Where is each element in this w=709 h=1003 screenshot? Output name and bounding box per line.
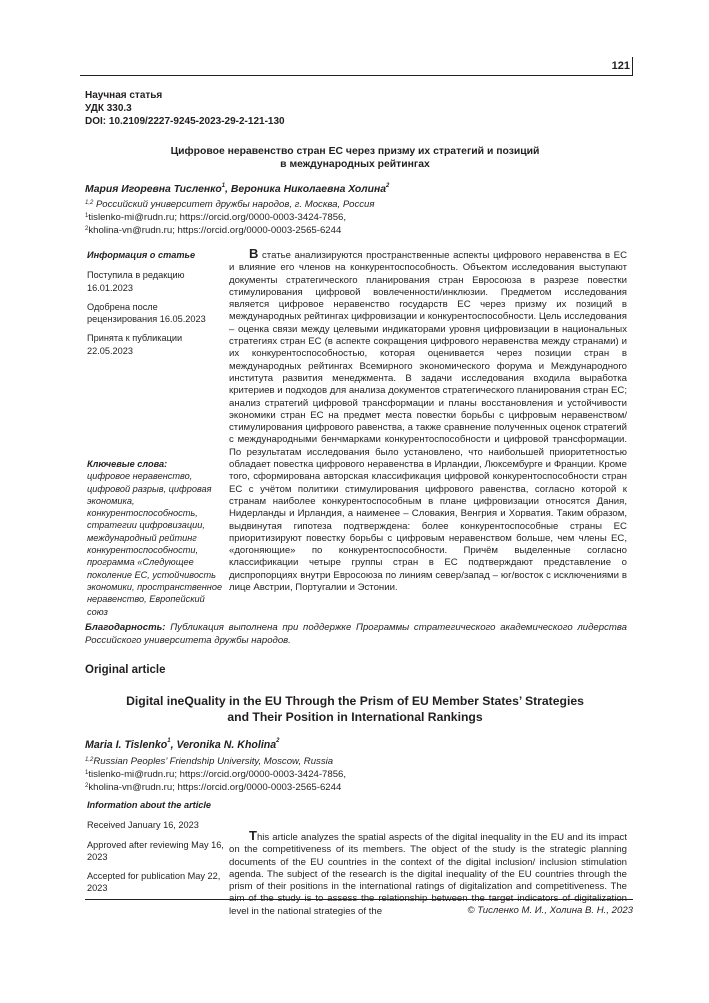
ack-heading: Благодарность: [85,622,166,633]
ru-article-info [87,249,227,364]
en-author-2: Veronika N. Kholina [176,739,277,751]
ru-contact-2-text[interactable]: kholina-vn@rudn.ru; https://orcid.org/0000-0003-2565-6244 [88,225,342,236]
article-meta [85,89,285,128]
en-contact-1-sup: 1 [85,770,89,776]
ru-approved-date: Одобрена после рецензирования 16.05.2023 [87,301,206,325]
ru-affiliation [85,198,375,211]
acknowledgement [85,621,627,647]
footer-rule [85,899,633,900]
header-rule [80,75,633,76]
ru-keywords [87,458,227,618]
ru-title-line-1: Цифровое неравенство стран ЕС через призму их стратегий и позиций [170,146,540,157]
udc-code: УДК 330.3 [85,103,132,114]
en-abstract-dropcap: T [249,828,257,843]
ru-title-line-2: в международных рейтингах [280,159,430,170]
ru-author-2-sup: 2 [386,183,390,189]
ru-contact-1-sup: 1 [85,213,89,219]
ru-contact-2-sup: 2 [85,226,89,232]
ru-info-heading: Информация о статье [87,250,196,260]
en-contact-2-sup: 2 [85,783,89,789]
ru-accepted-date: Принята к публикации 22.05.2023 [87,333,183,356]
ru-affiliations [85,198,375,237]
ru-abstract-text: статье анализируются пространственные аспекты цифрового неравенства в ЕС и влияние его членов на конкурентоспособность. Объектом исследования выступают документы стратегического планирования стран Евросоюза в разрезе повестки стимулирования цифровой вовлеченности/инклюзии. Предметом исследования является цифровое неравенство государств ЕС через призму их позиций в международных рейтингах цифровизации и конкурентоспособности. Цель исследования – оценка связи между целевыми индикаторами уровня цифровизации в национальных стратегиях стран ЕС (в аспекте сокращения цифрового неравенства между странами) и их конкурентоспособностью, которая оценивается через позиции стран в международных рейтингах Всемирного экономического форума и Международного института развития менеджмента. В задачи исследования входила выработка критериев и подходов для анализа документов стратегического планирования стран ЕС; анализ стратегий цифровой трансформации и планы восстановления и устойчивости экономики стран ЕС на предмет места повестки борьбы с цифровым неравенством/стимулирования цифрового равенства, а также сравнение полученных оценок стратегий с международными бенчмарками конкурентоспособности и цифровой трансформации. По результатам исследования было установлено, что наибольшей приоритетностью обладает повестка цифрового неравенства в Ирландии, Люксембурге и Франции. Кроме того, сформирована авторская классификация цифровой конкурентоспособности стран ЕС с учётом политики стимулирования цифрового равенства, согласно которой к странам наиболее конкурентоспособным в плане цифровизации относятся Дания, Нидерланды и Ирландия, а наименее – Словакия, Венгрия и Хорватия. Таким образом, выдвинутая гипотеза подтверждена: более конкурентоспособные страны ЕС приоритизируют повестку борьбы с цифровым неравенством больше, чем члены ЕС, «догоняющие» по конкурентоспособности. Причём выделенные согласно классификации четыре группы стран в ЕС подтверждают представление о диспропорциях внутри Евросоюза по линиям север/запад – юг/восток с исключениями в лице Австрии, Португалии и Эстонии. [229,250,627,594]
ru-abstract [229,248,627,594]
ack-text: Публикация выполнена при поддержке Программы стратегического академического лидерства Российского университета дружбы народов. [85,622,627,646]
ru-article-title [85,145,625,171]
en-author-2-sup: 2 [276,738,280,744]
ru-contact-2[interactable] [85,224,375,237]
en-affiliations [85,755,346,794]
ru-keywords-list: цифровое неравенство, цифровой разрыв, цифровая экономика, конкурентоспособность, стратегии цифровизации, международный рейтинг конкурентоспособности, программа «Следующее поколение ЕС, устойчивость экономики, пространственное неравенство, Европейский союз [87,471,223,617]
ru-contact-1-text[interactable]: tislenko-mi@rudn.ru; https://orcid.org/0000-0003-3424-7856, [88,212,347,223]
en-contact-2[interactable] [85,781,346,794]
en-accepted-date: Accepted for publication May 22, 2023 [87,871,221,894]
en-affiliation [85,755,346,768]
en-affiliation-text: Russian Peoples’ Friendship University, Moscow, Russia [93,756,334,767]
copyright-notice: © Тисленко М. И., Холина В. Н., 2023 [467,905,633,916]
en-received-date: Received January 16, 2023 [87,820,199,831]
en-approved-date: Approved after reviewing May 16, 2023 [87,839,224,862]
en-contact-2-text[interactable]: kholina-vn@rudn.ru; https://orcid.org/0000-0003-2565-6244 [88,782,342,793]
article-type: Научная статья [85,90,163,101]
ru-author-2: Вероника Николаевна Холина [230,184,387,195]
en-author-1: Maria I. Tislenko [85,739,168,751]
section-label-original-article: Original article [85,664,166,676]
ru-received-date: Поступила в редакцию 16.01.2023 [87,270,185,293]
ru-aff-sup: 1,2 [85,200,94,206]
ru-authors [85,184,389,195]
author-separator: , [225,184,231,195]
ru-abstract-dropcap: В [249,246,259,261]
ru-keywords-heading: Ключевые слова: [87,459,168,469]
en-author-1-sup: 1 [167,738,171,744]
en-title-line-2: and Their Position in International Rankings [227,710,483,724]
en-abstract-text: his article analyzes the spatial aspects of the digital inequality in the EU and its impact on the competitiveness of its members. The object of the study is the strategic planning documents of the EU countries in the context of the digital inclusion/ inclusion stimulation agenda. The subject of the research is the digital inequality of the EU countries through the prism of their positions in the international ratings of digitalization and competitiveness. The aim of the study is to assess the relationship between the target indicators of digitalization level in the national strategies of the [229,832,627,917]
doi[interactable]: DOI: 10.2109/2227-9245-2023-29-2-121-130 [85,116,285,127]
page-number: 121 [611,60,630,72]
ru-contact-1[interactable] [85,211,375,224]
ru-author-1: Мария Игоревна Тисленко [85,184,222,195]
en-contact-1-text[interactable]: tislenko-mi@rudn.ru; https://orcid.org/0000-0003-3424-7856, [88,769,347,780]
ru-author-1-sup: 1 [221,183,226,189]
en-title-line-1: Digital ineQuality in the EU Through the Prism of EU Member States’ Strategies [126,694,584,708]
en-aff-sup: 1,2 [85,757,94,763]
en-info-heading: Information about the article [87,800,212,810]
en-article-title [85,693,625,725]
ru-affiliation-text: Российский университет дружбы народов, г. Москва, Россия [93,199,375,210]
en-authors [85,739,280,751]
author-separator: , [170,739,177,751]
en-article-info [87,799,227,902]
header-rule-tick [632,57,633,76]
en-contact-1[interactable] [85,768,346,781]
